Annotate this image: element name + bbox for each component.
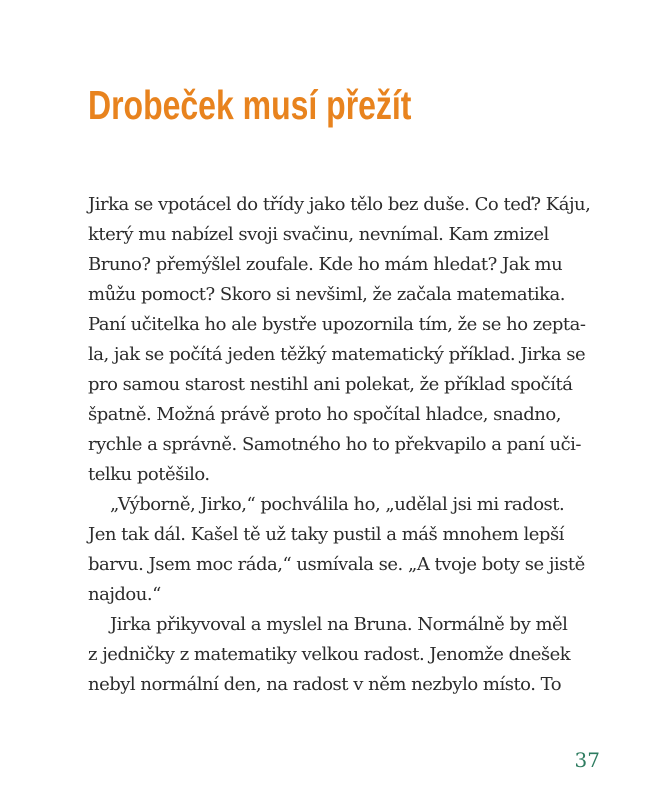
text-line: barvu. Jsem moc ráda,“ usmívala se. „A tvoje boty se jistě — [88, 554, 585, 575]
page-number: 37 — [574, 748, 600, 772]
text-line: „Výborně, Jirko,“ pochválila ho, „udělal jsi mi radost. — [110, 494, 565, 515]
text-line: Bruno? přemýšlel zoufale. Kde ho mám hledat? Jak mu — [88, 254, 563, 275]
text-line: který mu nabízel svoji svačinu, nevnímal. Kam zmizel — [88, 224, 549, 245]
body-text — [88, 190, 608, 700]
text-line: najdou.“ — [88, 584, 161, 605]
text-line: Jirka se vpotácel do třídy jako tělo bez duše. Co teď? Káju, — [88, 194, 591, 215]
text-line: telku potěšilo. — [88, 464, 210, 485]
text-line: rychle a správně. Samotného ho to překvapilo a paní uči- — [88, 434, 581, 455]
text-line: špatně. Možná právě proto ho spočítal hladce, snadno, — [88, 404, 561, 425]
text-line: Jen tak dál. Kašel tě už taky pustil a máš mnohem lepší — [88, 524, 564, 545]
text-line: Paní učitelka ho ale bystře upozornila tím, že se ho zepta- — [88, 314, 586, 335]
text-line: nebyl normální den, na radost v něm nezbylo místo. To — [88, 674, 562, 695]
chapter-title: Drobeček musí přežít — [88, 82, 412, 129]
text-line: la, jak se počítá jeden těžký matematický příklad. Jirka se — [88, 344, 586, 365]
text-line: můžu pomoct? Skoro si nevšiml, že začala matematika. — [88, 284, 565, 305]
text-line: z jedničky z matematiky velkou radost. Jenomže dnešek — [88, 644, 571, 665]
text-line: Jirka přikyvoval a myslel na Bruna. Normálně by měl — [110, 614, 568, 635]
text-line: pro samou starost nestihl ani polekat, že příklad spočítá — [88, 374, 573, 395]
